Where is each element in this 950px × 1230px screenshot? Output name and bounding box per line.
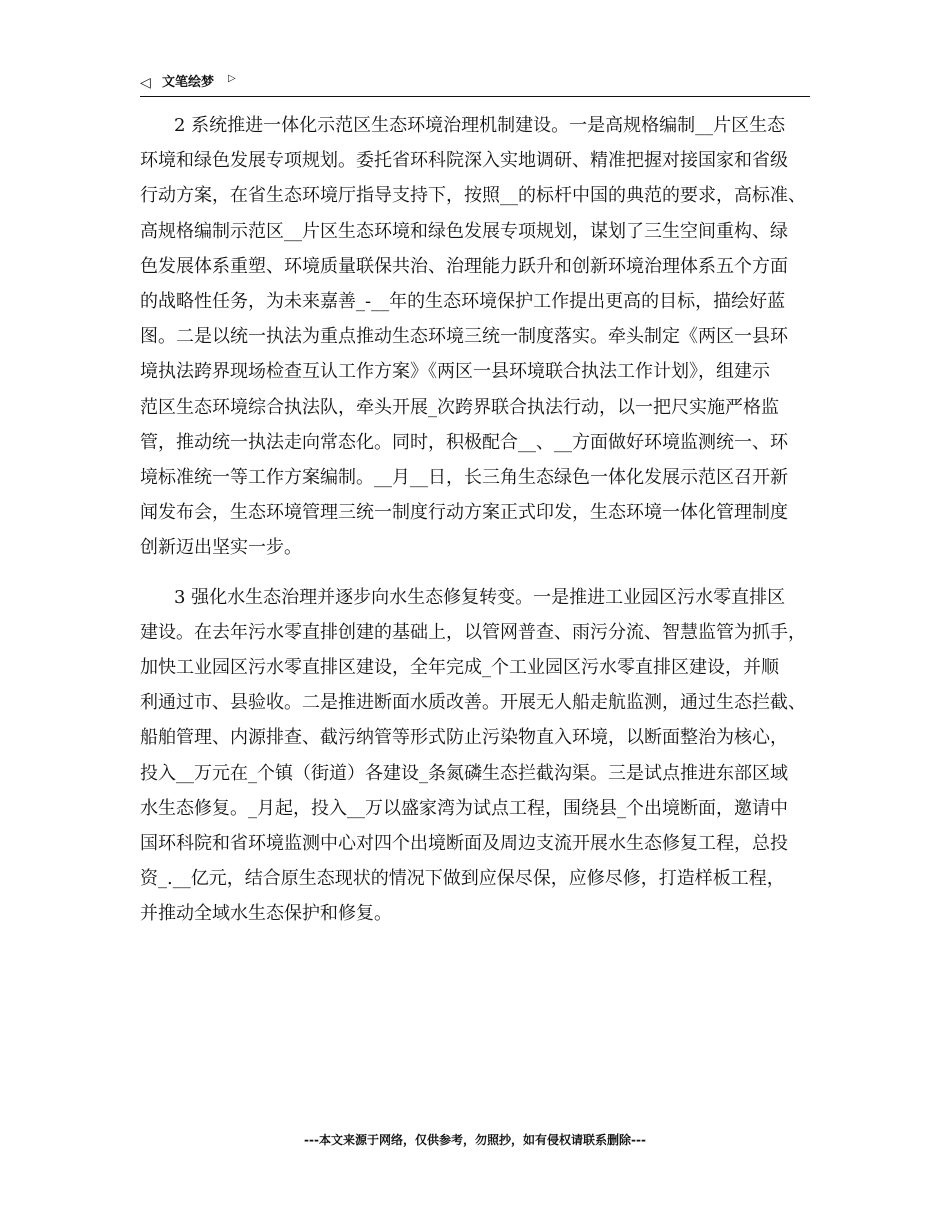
triangle-right-icon: ▷	[228, 73, 236, 84]
text-line: 创新迈出坚实一步。	[140, 537, 302, 559]
text-line: 色发展体系重塑、环境质量联保共治、治理能力跃升和创新环境治理体系五个方面	[140, 255, 788, 277]
text-line: 范区生态环境综合执法队，牵头开展_次跨界联合执法行动，以一把尺实施严格监	[140, 396, 779, 418]
text-line: 闻发布会，生态环境管理三统一制度行动方案正式印发，生态环境一体化管理制度	[140, 502, 788, 524]
brand-name: 文笔绘梦	[162, 75, 215, 90]
text-line: 并推动全域水生态保护和修复。	[140, 903, 392, 925]
text-line: 水生态修复。_月起，投入__万以盛家湾为试点工程，围绕县_个出境断面，邀请中	[140, 797, 788, 819]
text-line: 境标准统一等工作方案编制。__月__日，长三角生态绿色一体化发展示范区召开新	[140, 467, 788, 489]
text-line: 资_.__亿元，结合原生态现状的情况下做到应保尽保，应修尽修，打造样板工程，	[140, 868, 785, 890]
text-line: 管，推动统一执法走向常态化。同时，积极配合__、__方面做好环境监测统一、环	[140, 431, 788, 453]
text-line: 的战略性任务，为未来嘉善_-__年的生态环境保护工作提出更高的目标，描绘好蓝	[140, 291, 786, 313]
text-line: 境执法跨界现场检查互认工作方案》《两区一县环境联合执法工作计划》，组建示	[140, 361, 770, 383]
text-line: 建设。在去年污水零直排创建的基础上，以管网普查、雨污分流、智慧监管为抓手，	[140, 621, 806, 643]
text-line: 图。二是以统一执法为重点推动生态环境三统一制度落实。牵头制定《两区一县环	[140, 326, 788, 348]
triangle-left-icon: ◁	[140, 75, 151, 91]
text-line: 高规格编制示范区__片区生态环境和绿色发展专项规划，谋划了三生空间重构、绿	[140, 220, 788, 242]
text-line: 3 强化水生态治理并逐步向水生态修复转变。一是推进工业园区污水零直排区	[174, 586, 786, 608]
document-body	[140, 108, 820, 946]
text-line: 行动方案，在省生态环境厅指导支持下，按照__的标杆中国的典范的要求，高标准、	[140, 185, 806, 207]
paragraph-2	[140, 580, 820, 932]
text-line: 船舶管理、内源排查、截污纳管等形式防止污染物直入环境，以断面整治为核心，	[140, 727, 788, 749]
text-line: 利通过市、县验收。二是推进断面水质改善。开展无人船走航监测，通过生态拦截、	[140, 692, 806, 714]
paragraph-1	[140, 108, 820, 566]
page-header	[140, 72, 810, 97]
text-line: 环境和绿色发展专项规划。委托省环科院深入实地调研、精准把握对接国家和省级	[140, 150, 788, 172]
footer-disclaimer: ---本文来源于网络，仅供参考，勿照抄，如有侵权请联系删除---	[304, 1133, 646, 1147]
text-line: 投入__万元在_个镇（街道）各建设_条氮磷生态拦截沟渠。三是试点推进东部区域	[140, 762, 788, 784]
text-line: 加快工业园区污水零直排区建设，全年完成_个工业园区污水零直排区建设，并顺	[140, 657, 779, 679]
text-line: 2 系统推进一体化示范区生态环境治理机制建设。一是高规格编制__片区生态	[174, 115, 786, 136]
text-line: 国环科院和省环境监测中心对四个出境断面及周边支流开展水生态修复工程，总投	[140, 833, 788, 855]
